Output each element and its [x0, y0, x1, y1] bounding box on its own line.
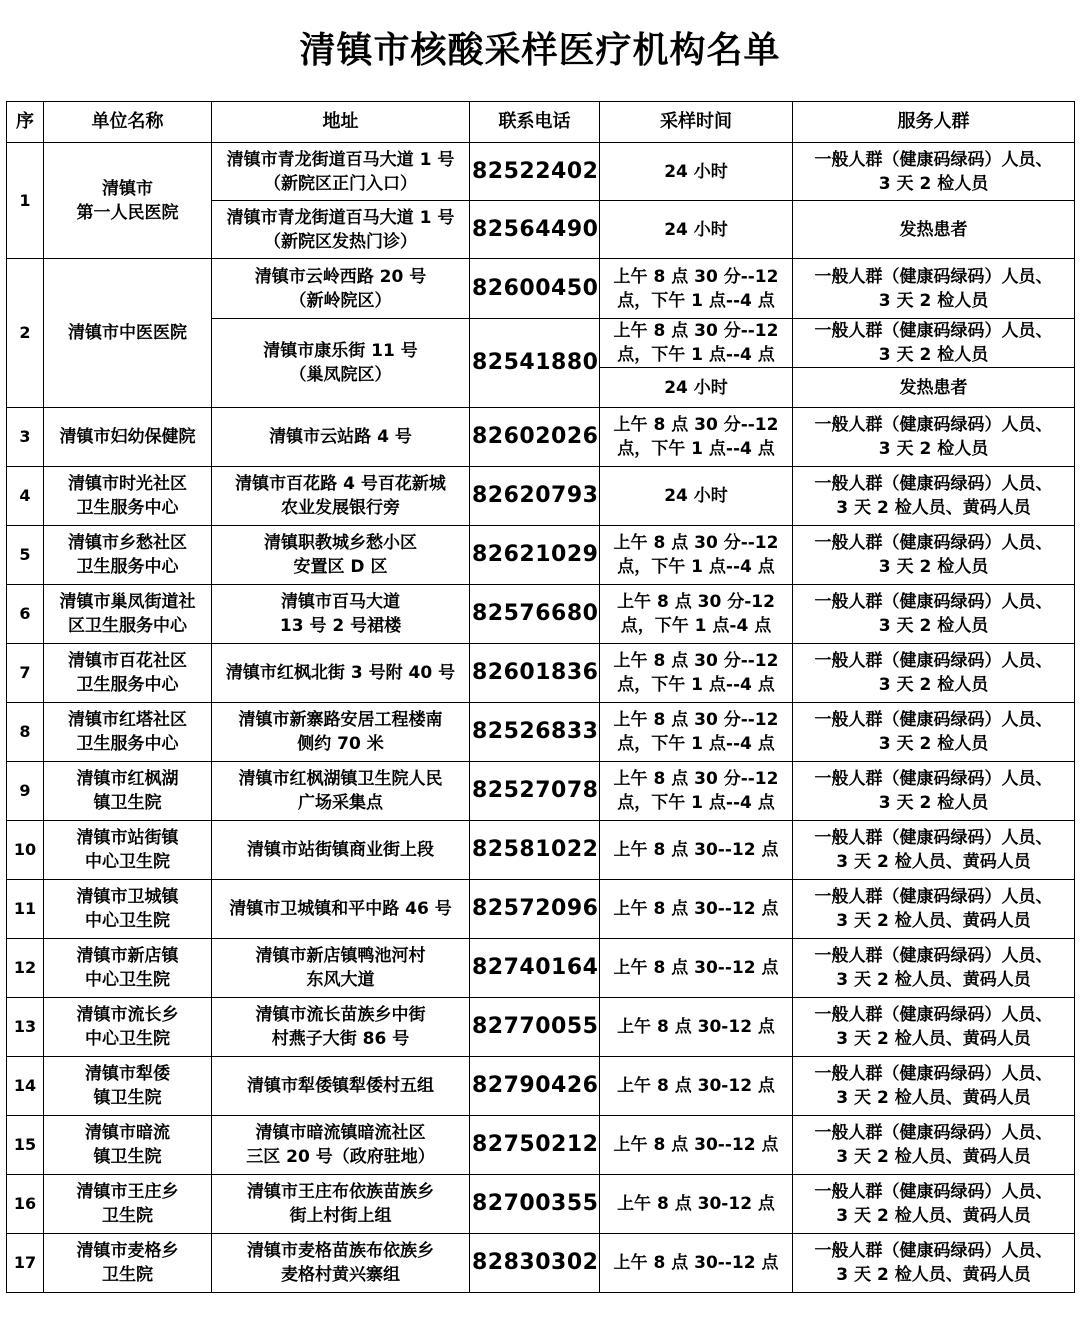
address-cell	[212, 585, 470, 644]
sampling-time-cell	[600, 368, 793, 408]
institution-name	[44, 467, 212, 526]
sampling-time-cell	[600, 259, 793, 319]
sampling-time-cell	[600, 703, 793, 762]
address-cell	[212, 201, 470, 259]
sampling-time-cell-line: 上午 8 点 30 分--12	[613, 710, 779, 730]
phone-cell: 82576680	[470, 585, 600, 644]
institution-name-line: 中心卫生院	[85, 1029, 170, 1049]
institution-name	[44, 821, 212, 880]
institution-name-line: 中心卫生院	[85, 970, 170, 990]
service-group-cell-line: 一般人群（健康码绿码）人员、	[814, 651, 1053, 671]
sampling-time-cell-line: 上午 8 点 30 分--12	[613, 769, 779, 789]
address-cell-line: 13 号 2 号裙楼	[279, 616, 402, 636]
address-cell-line: 清镇市麦格苗族布依族乡	[247, 1241, 434, 1261]
service-group-cell-line: 3 天 2 检人员、黄码人员	[836, 852, 1031, 872]
header-address: 地址	[212, 102, 470, 143]
address-cell-line: （新院区发热门诊）	[264, 231, 417, 252]
phone-cell: 82600450	[470, 259, 600, 319]
table-row	[7, 998, 1075, 1057]
table-row	[7, 762, 1075, 821]
sampling-time-cell-line: 上午 8 点 30--12 点	[613, 840, 779, 860]
row-number: 1	[7, 143, 44, 259]
table-row	[7, 1234, 1075, 1293]
service-group-cell-line: 一般人群（健康码绿码）人员、	[814, 769, 1053, 789]
address-cell	[212, 1116, 470, 1175]
sampling-time-cell	[600, 526, 793, 585]
address-cell	[212, 319, 470, 408]
header-phone: 联系电话	[470, 102, 600, 143]
service-group-cell	[793, 319, 1075, 368]
sampling-time-cell-line: 上午 8 点 30-12 点	[617, 1017, 775, 1037]
phone-cell: 82564490	[470, 201, 600, 259]
sampling-time-cell-line: 上午 8 点 30--12 点	[613, 958, 779, 978]
row-number: 7	[7, 644, 44, 703]
row-number: 17	[7, 1234, 44, 1293]
institution-name	[44, 526, 212, 585]
service-group-cell	[793, 1057, 1075, 1116]
table-row	[7, 1057, 1075, 1116]
table-row	[7, 143, 1075, 201]
sampling-time-cell	[600, 1057, 793, 1116]
phone-cell: 82572096	[470, 880, 600, 939]
phone-cell: 82581022	[470, 821, 600, 880]
sampling-time-cell	[600, 880, 793, 939]
service-group-cell	[793, 939, 1075, 998]
sampling-time-cell-line: 上午 8 点 30 分--12	[613, 321, 779, 341]
address-cell-line: 三区 20 号（政府驻地）	[246, 1147, 435, 1167]
sampling-time-cell-line: 上午 8 点 30-12 点	[617, 1194, 775, 1214]
service-group-cell-line: 3 天 2 检人员、黄码人员	[836, 1147, 1031, 1167]
institution-name	[44, 939, 212, 998]
institution-name	[44, 998, 212, 1057]
institution-name	[44, 1234, 212, 1293]
address-cell-line: 清镇市康乐街 11 号	[263, 341, 418, 361]
service-group-cell	[793, 762, 1075, 821]
service-group-cell	[793, 644, 1075, 703]
table-row	[7, 644, 1075, 703]
sampling-time-cell-line: 24 小时	[664, 377, 728, 398]
address-cell-line: 东风大道	[306, 970, 375, 990]
sampling-time-cell	[600, 467, 793, 526]
service-group-cell-line: 3 天 2 检人员、黄码人员	[836, 1029, 1031, 1049]
service-group-cell-line: 3 天 2 检人员	[878, 290, 989, 311]
institution-name	[44, 762, 212, 821]
row-number: 11	[7, 880, 44, 939]
service-group-cell-line: 一般人群（健康码绿码）人员、	[814, 1241, 1053, 1261]
address-cell	[212, 1234, 470, 1293]
sampling-time-cell-line: 上午 8 点 30 分--12	[613, 415, 779, 435]
service-group-cell-line: 一般人群（健康码绿码）人员、	[814, 887, 1053, 907]
sampling-time-cell-line: 点，下午 1 点--4 点	[617, 734, 775, 754]
service-group-cell-line: 一般人群（健康码绿码）人员、	[814, 710, 1053, 730]
phone-cell: 82700355	[470, 1175, 600, 1234]
address-cell-line: 清镇市站街镇商业街上段	[247, 840, 434, 860]
institution-name-line: 清镇市流长乡	[76, 1005, 179, 1025]
header-name: 单位名称	[44, 102, 212, 143]
address-cell	[212, 259, 470, 319]
row-number: 16	[7, 1175, 44, 1234]
phone-cell: 82541880	[470, 319, 600, 408]
service-group-cell-line: 一般人群（健康码绿码）人员、	[814, 1123, 1053, 1143]
address-cell	[212, 526, 470, 585]
table-row	[7, 880, 1075, 939]
address-cell-line: 清镇市红枫北街 3 号附 40 号	[225, 663, 456, 683]
institution-name-line: 清镇市站街镇	[76, 828, 179, 848]
phone-cell: 82750212	[470, 1116, 600, 1175]
address-cell-line: 清镇市王庄布依族苗族乡	[247, 1182, 434, 1202]
sampling-time-cell-line: 上午 8 点 30 分--12	[613, 651, 779, 671]
phone-cell: 82526833	[470, 703, 600, 762]
address-cell	[212, 998, 470, 1057]
service-group-cell	[793, 368, 1075, 408]
address-cell	[212, 644, 470, 703]
header-row	[7, 102, 1075, 143]
address-cell	[212, 1057, 470, 1116]
institution-name-line: 镇卫生院	[93, 1088, 162, 1108]
institution-table	[6, 101, 1075, 1293]
institution-name-line: 卫生服务中心	[76, 734, 179, 754]
sampling-time-cell	[600, 143, 793, 201]
service-group-cell	[793, 1234, 1075, 1293]
phone-cell: 82601836	[470, 644, 600, 703]
address-cell	[212, 1175, 470, 1234]
address-cell-line: 清镇市青龙街道百马大道 1 号	[226, 149, 455, 170]
service-group-cell-line: 3 天 2 检人员	[878, 616, 989, 636]
phone-cell: 82770055	[470, 998, 600, 1057]
service-group-cell-line: 一般人群（健康码绿码）人员、	[814, 592, 1053, 612]
address-cell-line: 清镇市红枫湖镇卫生院人民	[238, 769, 443, 789]
row-number: 8	[7, 703, 44, 762]
service-group-cell	[793, 880, 1075, 939]
address-cell-line: 侧约 70 米	[297, 734, 384, 754]
table-row	[7, 259, 1075, 319]
sampling-time-cell-line: 点，下午 1 点--4 点	[617, 675, 775, 695]
sampling-time-cell	[600, 201, 793, 259]
sampling-time-cell-line: 点，下午 1 点-4 点	[620, 616, 772, 636]
address-cell-line: 安置区 D 区	[293, 557, 388, 577]
institution-name	[44, 259, 212, 408]
institution-name-line: 卫生服务中心	[76, 675, 179, 695]
address-cell-line: 清镇市流长苗族乡中街	[255, 1005, 426, 1025]
address-cell-line: 清镇市新店镇鸭池河村	[255, 946, 426, 966]
address-cell-line: （巢凤院区）	[289, 365, 392, 385]
service-group-cell-line: 一般人群（健康码绿码）人员、	[814, 533, 1053, 553]
institution-name-line: 清镇市犁倭	[85, 1064, 170, 1084]
address-cell-line: 清镇市百马大道	[281, 592, 400, 612]
service-group-cell-line: 一般人群（健康码绿码）人员、	[814, 266, 1053, 287]
phone-cell: 82602026	[470, 408, 600, 467]
sampling-time-cell	[600, 319, 793, 368]
page-title: 清镇市核酸采样医疗机构名单	[299, 30, 781, 71]
service-group-cell	[793, 143, 1075, 201]
address-cell-line: 清镇市青龙街道百马大道 1 号	[226, 207, 455, 228]
service-group-cell-line: 一般人群（健康码绿码）人员、	[814, 1005, 1053, 1025]
table-row	[7, 526, 1075, 585]
address-cell	[212, 467, 470, 526]
sampling-time-cell	[600, 998, 793, 1057]
service-group-cell-line: 3 天 2 检人员	[878, 439, 989, 459]
institution-name-line: 清镇市乡愁社区	[68, 533, 187, 553]
address-cell-line: 清镇市云站路 4 号	[269, 427, 412, 447]
sampling-time-cell	[600, 1175, 793, 1234]
service-group-cell	[793, 201, 1075, 259]
service-group-cell-line: 一般人群（健康码绿码）人员、	[814, 474, 1053, 494]
phone-cell: 82620793	[470, 467, 600, 526]
sampling-time-cell-line: 上午 8 点 30-12 点	[617, 1076, 775, 1096]
institution-name	[44, 143, 212, 259]
institution-name-line: 清镇市卫城镇	[76, 887, 179, 907]
sampling-time-cell-line: 上午 8 点 30--12 点	[613, 1253, 779, 1273]
address-cell	[212, 821, 470, 880]
service-group-cell-line: 3 天 2 检人员、黄码人员	[836, 911, 1031, 931]
sampling-time-cell	[600, 585, 793, 644]
phone-cell: 82621029	[470, 526, 600, 585]
row-number: 6	[7, 585, 44, 644]
phone-cell: 82830302	[470, 1234, 600, 1293]
address-cell-line: 清镇市犁倭镇犁倭村五组	[247, 1076, 434, 1096]
row-number: 13	[7, 998, 44, 1057]
institution-name-line: 卫生服务中心	[76, 557, 179, 577]
table-row	[7, 467, 1075, 526]
sampling-time-cell-line: 上午 8 点 30 分-12	[617, 592, 775, 612]
institution-name	[44, 880, 212, 939]
sampling-time-cell-line: 24 小时	[664, 161, 728, 182]
table-body	[7, 143, 1075, 1293]
sampling-time-cell	[600, 939, 793, 998]
service-group-cell	[793, 259, 1075, 319]
institution-name	[44, 585, 212, 644]
row-number: 3	[7, 408, 44, 467]
service-group-cell-line: 一般人群（健康码绿码）人员、	[814, 415, 1053, 435]
row-number: 2	[7, 259, 44, 408]
address-cell	[212, 408, 470, 467]
table-row	[7, 1175, 1075, 1234]
address-cell-line: （新院区正门入口）	[264, 173, 417, 194]
institution-name-line: 清镇市妇幼保健院	[59, 427, 196, 447]
sampling-time-cell	[600, 408, 793, 467]
service-group-cell	[793, 998, 1075, 1057]
service-group-cell-line: 一般人群（健康码绿码）人员、	[814, 321, 1053, 341]
service-group-cell-line: 一般人群（健康码绿码）人员、	[814, 1182, 1053, 1202]
institution-name-line: 区卫生服务中心	[68, 616, 187, 636]
sampling-time-cell-line: 上午 8 点 30--12 点	[613, 1135, 779, 1155]
service-group-cell-line: 3 天 2 检人员、黄码人员	[836, 1206, 1031, 1226]
institution-name-line: 卫生服务中心	[76, 498, 179, 518]
sampling-time-cell-line: 点，下午 1 点--4 点	[617, 557, 775, 577]
address-cell-line: 广场采集点	[298, 793, 383, 813]
address-cell	[212, 703, 470, 762]
row-number: 15	[7, 1116, 44, 1175]
sampling-time-cell-line: 24 小时	[664, 486, 728, 506]
institution-name	[44, 644, 212, 703]
phone-cell: 82527078	[470, 762, 600, 821]
institution-name-line: 清镇市时光社区	[68, 474, 187, 494]
header-time: 采样时间	[600, 102, 793, 143]
institution-name-line: 清镇市百花社区	[68, 651, 187, 671]
phone-cell: 82790426	[470, 1057, 600, 1116]
service-group-cell	[793, 703, 1075, 762]
address-cell-line: 清镇市暗流镇暗流社区	[255, 1123, 426, 1143]
table-row	[7, 408, 1075, 467]
row-number: 5	[7, 526, 44, 585]
institution-name-line: 清镇市麦格乡	[76, 1241, 179, 1261]
service-group-cell-line: 3 天 2 检人员	[878, 734, 989, 754]
service-group-cell	[793, 821, 1075, 880]
institution-name-line: 卫生院	[102, 1206, 153, 1226]
address-cell	[212, 939, 470, 998]
sampling-time-cell-line: 24 小时	[664, 219, 728, 240]
address-cell-line: 村燕子大街 86 号	[271, 1029, 410, 1049]
service-group-cell-line: 3 天 2 检人员	[878, 345, 989, 365]
sampling-time-cell	[600, 762, 793, 821]
institution-name	[44, 1175, 212, 1234]
sampling-time-cell-line: 点，下午 1 点--4 点	[617, 793, 775, 813]
institution-name-line: 清镇市巢凤街道社	[59, 592, 196, 612]
service-group-cell-line: 3 天 2 检人员、黄码人员	[836, 1088, 1031, 1108]
sampling-time-cell-line: 上午 8 点 30 分--12	[613, 533, 779, 553]
address-cell-line: 清镇市云岭西路 20 号	[254, 266, 427, 287]
service-group-cell-line: 3 天 2 检人员、黄码人员	[836, 970, 1031, 990]
institution-name-line: 中心卫生院	[85, 852, 170, 872]
institution-name-line: 清镇市王庄乡	[76, 1182, 179, 1202]
service-group-cell-line: 一般人群（健康码绿码）人员、	[814, 1064, 1053, 1084]
institution-name-line: 镇卫生院	[93, 793, 162, 813]
service-group-cell-line: 3 天 2 检人员	[878, 675, 989, 695]
sampling-time-cell	[600, 1116, 793, 1175]
address-cell	[212, 880, 470, 939]
service-group-cell-line: 3 天 2 检人员	[878, 793, 989, 813]
sampling-time-cell-line: 上午 8 点 30 分--12	[613, 266, 779, 287]
service-group-cell	[793, 526, 1075, 585]
institution-name-line: 清镇市红枫湖	[76, 769, 179, 789]
institution-name-line: 中心卫生院	[85, 911, 170, 931]
sampling-time-cell-line: 点，下午 1 点--4 点	[617, 439, 775, 459]
service-group-cell	[793, 1116, 1075, 1175]
address-cell-line: 清镇市卫城镇和平中路 46 号	[229, 899, 452, 919]
institution-name-line: 清镇市暗流	[85, 1123, 170, 1143]
address-cell-line: 清镇市新寨路安居工程楼南	[238, 710, 443, 730]
institution-name	[44, 1057, 212, 1116]
institution-name	[44, 703, 212, 762]
service-group-cell-line: 3 天 2 检人员	[878, 557, 989, 577]
header-no: 序	[7, 102, 44, 143]
address-cell-line: 麦格村黄兴寨组	[281, 1265, 400, 1285]
institution-name-line: 镇卫生院	[93, 1147, 162, 1167]
institution-name-line: 清镇市红塔社区	[68, 710, 187, 730]
sampling-time-cell-line: 上午 8 点 30--12 点	[613, 899, 779, 919]
service-group-cell	[793, 585, 1075, 644]
table-row	[7, 1116, 1075, 1175]
service-group-cell-line: 3 天 2 检人员、黄码人员	[836, 1265, 1031, 1285]
address-cell-line: 清镇职教城乡愁小区	[264, 533, 417, 553]
institution-name	[44, 408, 212, 467]
institution-name-line: 第一人民医院	[76, 202, 179, 223]
table-row	[7, 585, 1075, 644]
table-row	[7, 703, 1075, 762]
service-group-cell-line: 一般人群（健康码绿码）人员、	[814, 946, 1053, 966]
address-cell	[212, 143, 470, 201]
institution-name-line: 清镇市	[102, 178, 153, 199]
service-group-cell	[793, 408, 1075, 467]
address-cell-line: 清镇市百花路 4 号百花新城	[235, 474, 446, 494]
service-group-cell	[793, 1175, 1075, 1234]
institution-name-line: 清镇市中医医院	[68, 323, 187, 343]
table-row	[7, 821, 1075, 880]
sampling-time-cell	[600, 821, 793, 880]
address-cell-line: 农业发展银行旁	[281, 498, 400, 518]
address-cell-line: 街上村街上组	[289, 1206, 392, 1226]
phone-cell: 82740164	[470, 939, 600, 998]
row-number: 14	[7, 1057, 44, 1116]
row-number: 10	[7, 821, 44, 880]
address-cell-line: （新岭院区）	[289, 290, 392, 311]
institution-name-line: 卫生院	[102, 1265, 153, 1285]
row-number: 4	[7, 467, 44, 526]
sampling-time-cell-line: 点，下午 1 点--4 点	[617, 345, 775, 365]
phone-cell: 82522402	[470, 143, 600, 201]
service-group-cell	[793, 467, 1075, 526]
header-group: 服务人群	[793, 102, 1075, 143]
institution-name-line: 清镇市新店镇	[76, 946, 179, 966]
address-cell	[212, 762, 470, 821]
sampling-time-cell	[600, 1234, 793, 1293]
service-group-cell-line: 发热患者	[899, 377, 968, 398]
service-group-cell-line: 一般人群（健康码绿码）人员、	[814, 149, 1053, 170]
service-group-cell-line: 3 天 2 检人员	[878, 173, 989, 194]
service-group-cell-line: 发热患者	[899, 219, 968, 240]
service-group-cell-line: 一般人群（健康码绿码）人员、	[814, 828, 1053, 848]
table-row	[7, 939, 1075, 998]
institution-name	[44, 1116, 212, 1175]
row-number: 9	[7, 762, 44, 821]
sampling-time-cell-line: 点，下午 1 点--4 点	[617, 290, 775, 311]
sampling-time-cell	[600, 644, 793, 703]
row-number: 12	[7, 939, 44, 998]
service-group-cell-line: 3 天 2 检人员、黄码人员	[836, 498, 1031, 518]
